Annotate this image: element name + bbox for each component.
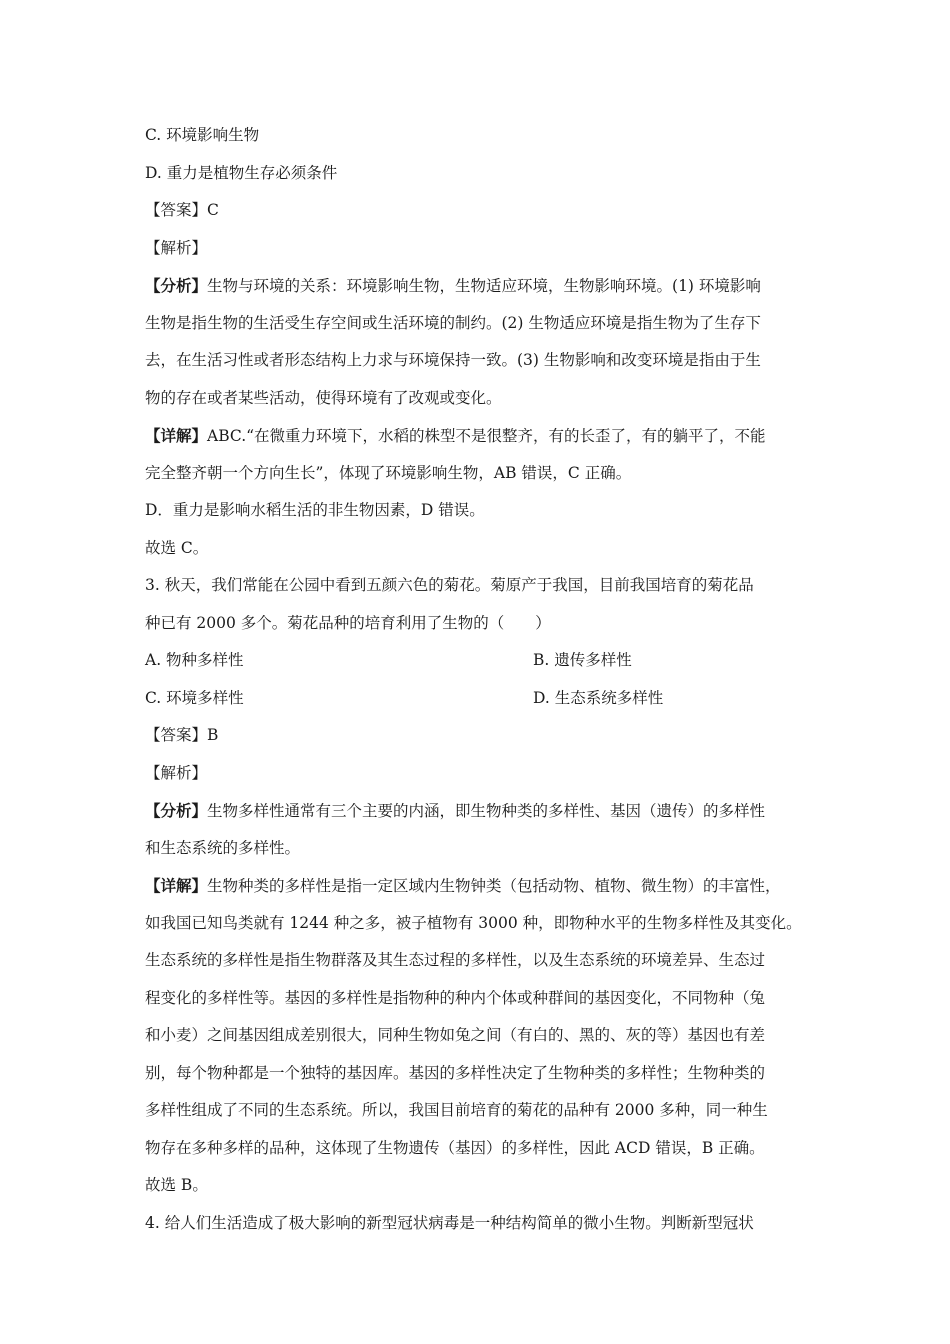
answer-label: 【答案】 bbox=[145, 201, 208, 219]
q3-xiangjie-line-8: 物存在多种多样的品种，这体现了生物遗传（基因）的多样性，因此 ACD 错误，B 正确。 bbox=[145, 1138, 765, 1157]
q3-xiangjie-line-1 bbox=[145, 867, 810, 905]
q2-fenxi-line-3: 去，在生活习性或者形态结构上力求与环境保持一致。(3) 生物影响和改变环境是指由于生 bbox=[145, 351, 761, 369]
q3-answer bbox=[145, 717, 810, 755]
q2-fenxi-line-2: 生物是指生物的生活受生存空间或生活环境的制约。(2) 生物适应环境是指生物为了生存下 bbox=[145, 313, 761, 332]
xiangjie-text: 生物种类的多样性是指一定区域内生物钟类（包括动物、植物、微生物）的丰富性， bbox=[207, 877, 781, 895]
q3-jiexi-heading: 【解析】 bbox=[145, 763, 208, 782]
q2-option-d: D. 重力是植物生存必须条件 bbox=[145, 163, 338, 182]
q2-xiangjie-line-1 bbox=[145, 417, 810, 455]
q2-d-explanation: D．重力是影响水稻生活的非生物因素，D 错误。 bbox=[145, 501, 485, 519]
q2-xiangjie-line-2: 完全整齐朝一个方向生长”，体现了环境影响生物，AB 错误，C 正确。 bbox=[145, 463, 632, 482]
q3-fenxi-line-2: 和生态系统的多样性。 bbox=[145, 838, 301, 857]
q3-option-a: A. 物种多样性 bbox=[145, 651, 244, 669]
q3-xiangjie-line-6: 别，每个物种都是一个独特的基因库。基因的多样性决定了生物种类的多样性；生物种类的 bbox=[145, 1063, 766, 1082]
q2-answer bbox=[145, 192, 810, 230]
q3-xiangjie-line-4: 程变化的多样性等。基因的多样性是指物种的种内个体或种群间的基因变化，不同物种（兔 bbox=[145, 988, 766, 1007]
q2-fenxi-line-4: 物的存在或者某些活动，使得环境有了改观或变化。 bbox=[145, 388, 502, 407]
q3-options-row-2 bbox=[145, 680, 810, 718]
q3-option-c: C. 环境多样性 bbox=[145, 688, 244, 707]
page-content bbox=[145, 117, 810, 1242]
q3-stem-line-2: 种已有 2000 多个。菊花品种的培育利用了生物的（ ） bbox=[145, 613, 551, 632]
q2-jiexi-heading: 【解析】 bbox=[145, 238, 208, 257]
q3-stem-line-1: 3. 秋天，我们常能在公园中看到五颜六色的菊花。菊原产于我国，目前我国培育的菊花品 bbox=[145, 576, 754, 594]
q3-option-b: B. 遗传多样性 bbox=[533, 651, 632, 669]
xiangjie-label: 【详解】 bbox=[145, 426, 208, 445]
q2-option-c: C. 环境影响生物 bbox=[145, 126, 260, 144]
answer-label: 【答案】 bbox=[145, 726, 208, 744]
q3-option-d: D. 生态系统多样性 bbox=[533, 688, 664, 707]
q3-xiangjie-line-5: 和小麦）之间基因组成差别很大，同种生物如兔之间（有白的、黑的、灰的等）基因也有差 bbox=[145, 1026, 766, 1044]
q2-conclusion: 故选 C。 bbox=[145, 538, 209, 557]
q3-fenxi-line-1 bbox=[145, 792, 810, 830]
q3-xiangjie-line-7: 多样性组成了不同的生态系统。所以，我国目前培育的菊花的品种有 2000 多种，同一种生 bbox=[145, 1101, 768, 1119]
fenxi-label: 【分析】 bbox=[145, 276, 208, 295]
q4-stem-line-1: 4. 给人们生活造成了极大影响的新型冠状病毒是一种结构简单的微小生物。判断新型冠状 bbox=[145, 1213, 754, 1232]
q3-xiangjie-line-3: 生态系统的多样性是指生物群落及其生态过程的多样性，以及生态系统的环境差异、生态过 bbox=[145, 951, 766, 969]
answer-value: C bbox=[207, 201, 219, 219]
fenxi-text: 生物与环境的关系：环境影响生物，生物适应环境，生物影响环境。(1) 环境影响 bbox=[207, 277, 761, 295]
fenxi-text: 生物多样性通常有三个主要的内涵，即生物种类的多样性、基因（遗传）的多样性 bbox=[207, 802, 766, 820]
xiangjie-text: ABC.“在微重力环境下，水稻的株型不是很整齐，有的长歪了，有的躺平了，不能 bbox=[207, 427, 766, 445]
answer-value: B bbox=[207, 726, 219, 744]
q3-xiangjie-line-2: 如我国已知鸟类就有 1244 种之多，被子植物有 3000 种，即物种水平的生物多样性及其变化。 bbox=[145, 913, 802, 932]
q2-fenxi-line-1 bbox=[145, 267, 810, 305]
q3-conclusion: 故选 B。 bbox=[145, 1176, 208, 1194]
fenxi-label: 【分析】 bbox=[145, 801, 208, 820]
xiangjie-label: 【详解】 bbox=[145, 876, 208, 895]
q3-options-row-1 bbox=[145, 642, 810, 680]
